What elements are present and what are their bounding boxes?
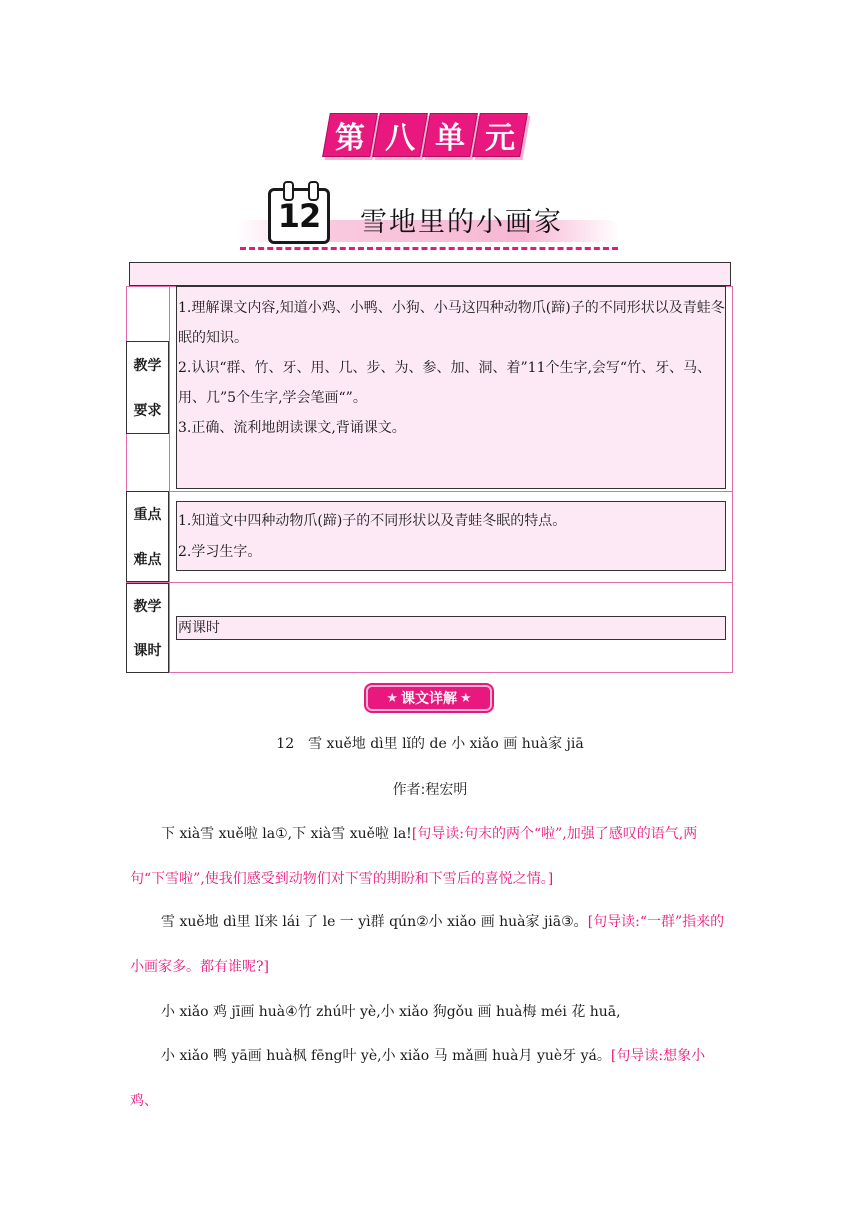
reading-guide-note: [句导读:句末的两个“啦”,加强了感叹的语气,两句“下雪啦”,使我们感受到动物们对下雪的期盼和下雪后的喜悦之情。]: [130, 826, 698, 887]
table-row-divider: [126, 491, 733, 492]
paragraph: [130, 990, 732, 1035]
paragraph: [130, 812, 732, 902]
reading-guide-note: [句导读:“一群”指来的小画家多。都有谁呢?]: [130, 914, 725, 975]
class-hours-content: [176, 616, 726, 640]
row-label-class-hours: 教学 课时: [126, 583, 169, 673]
unit-title: [326, 113, 524, 157]
requirement-item: 1.理解课文内容,知道小鸡、小鸭、小狗、小马这四种动物爪(蹄)子的不同形状以及青蛙冬眠的知识。: [178, 300, 725, 346]
requirements-content: [176, 286, 726, 489]
row-label-key-points: 重点 难点: [126, 491, 169, 582]
paragraph-text: 雪 xuě地 dì里 lǐ来 lái 了 le 一 yì群 qún②小 xiǎo 画 huà家 jiā③。: [161, 914, 588, 930]
lesson-title: 雪地里的小画家: [360, 207, 563, 238]
unit-title-char: 单: [422, 113, 478, 157]
table-header-bar: [129, 262, 731, 286]
lesson-banner: [236, 178, 626, 256]
requirement-item: 2.认识“群、竹、牙、用、几、步、为、参、加、洞、着”11个生字,会写“竹、牙、马、用、几”5个生字,学会笔画“”。: [178, 360, 712, 406]
paragraph-text: 下 xià雪 xuě啦 la①,下 xià雪 xuě啦 la!: [161, 826, 412, 842]
paragraph-text: 小 xiǎo 鸭 yā画 huà枫 fēng叶 yè,小 xiǎo 马 mǎ画 huà月 yuè牙 yá。: [161, 1048, 611, 1064]
section-tag: [366, 685, 492, 711]
star-icon: ★: [386, 690, 398, 706]
lesson-heading: 12 雪 xuě地 dì里 lǐ的 de 小 xiǎo 画 huà家 jiā: [276, 736, 584, 752]
table-row-divider: [126, 582, 733, 583]
paragraph: [130, 900, 732, 990]
banner-dashed-line: [240, 247, 618, 250]
key-point-item: 2.学习生字。: [178, 544, 262, 560]
author-line: 作者:程宏明: [392, 782, 468, 798]
row-label-requirements: 教学 要求: [126, 341, 169, 434]
requirement-item: 3.正确、流利地朗读课文,背诵课文。: [178, 420, 406, 436]
unit-title-char: 第: [322, 113, 378, 157]
table-column-divider: [169, 286, 170, 673]
unit-title-char: 元: [472, 113, 528, 157]
reading-guide-note: [句导读:想象小鸡、: [130, 1048, 706, 1109]
key-point-item: 1.知道文中四种动物爪(蹄)子的不同形状以及青蛙冬眠的特点。: [178, 513, 567, 529]
lesson-number: 12: [277, 197, 321, 235]
star-icon: ★: [460, 690, 472, 706]
unit-title-char: 八: [372, 113, 428, 157]
paragraph-text: 小 xiǎo 鸡 jī画 huà④竹 zhú叶 yè,小 xiǎo 狗gǒu 画 huà梅 méi 花 huā,: [161, 1004, 621, 1020]
calendar-icon: [268, 188, 330, 244]
class-hours-item: 两课时: [178, 620, 220, 636]
paragraph: [130, 1034, 732, 1124]
section-tag-label: 课文详解: [401, 691, 457, 707]
key-points-content: [176, 501, 726, 571]
